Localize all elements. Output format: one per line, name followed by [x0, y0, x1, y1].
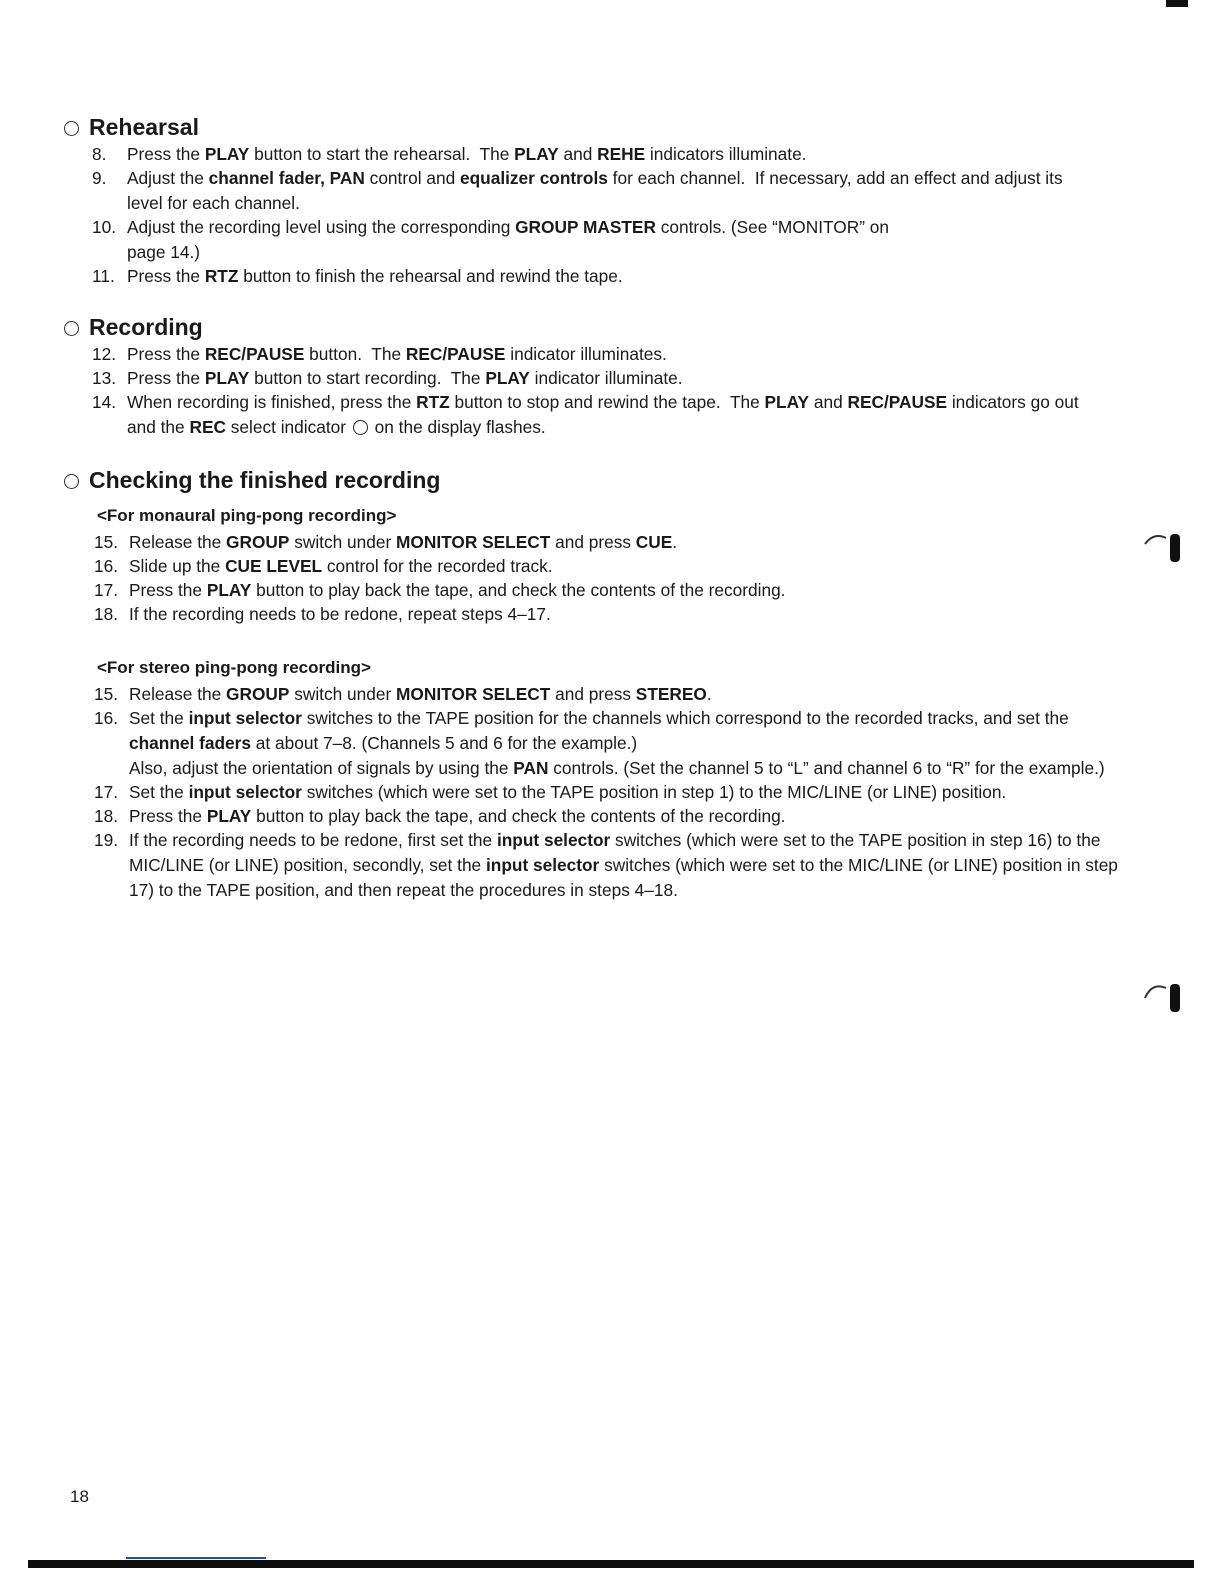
step-item [94, 554, 1094, 579]
recording-heading: Recording [64, 313, 203, 341]
circle-bullet-icon [64, 121, 79, 136]
bottom-blue-line [126, 1557, 266, 1559]
margin-mark-icon [1142, 528, 1182, 564]
rec-indicator-symbol [353, 420, 368, 435]
step-text: Adjust the recording level using the corresponding GROUP MASTER controls. (See “MONITOR” on page 14.) [127, 217, 889, 262]
step-text: If the recording needs to be redone, first set the input selector switches (which were set to the TAPE position in step 16) to the MIC/LINE (or LINE) position, secondly, set the input selector switches (which were set to the MIC/LINE (or LINE) position in step 17) to the TAPE position, and then repeat the procedures in steps 4–18. [129, 830, 1118, 900]
step-text: Set the input selector switches (which were set to the TAPE position in step 1) to the MIC/LINE (or LINE) position. [129, 782, 1007, 802]
step-number: 10. [92, 217, 117, 237]
step-number: 11. [92, 266, 115, 286]
checking-heading: Checking the finished recording [64, 466, 440, 494]
step-text: Press the REC/PAUSE button. The REC/PAUSE indicator illuminates. [127, 344, 667, 364]
step-number: 15. [94, 532, 119, 552]
step-text: If the recording needs to be redone, repeat steps 4–17. [129, 604, 551, 624]
step-item [94, 804, 1124, 829]
step-text: Press the PLAY button to start recording. The PLAY indicator illuminate. [127, 368, 683, 388]
step-number: 19. [94, 830, 119, 850]
step-text: Slide up the CUE LEVEL control for the recorded track. [129, 556, 553, 576]
margin-mark-icon [1142, 978, 1182, 1014]
step-number: 18. [94, 604, 119, 624]
step-item [92, 264, 1102, 289]
step-text: Press the PLAY button to start the rehearsal. The PLAY and REHE indicators illuminate. [127, 144, 807, 164]
rehearsal-steps [92, 142, 1102, 288]
step-item [92, 166, 1102, 216]
step-text: Release the GROUP switch under MONITOR SELECT and press CUE. [129, 532, 678, 552]
step-number: 17. [94, 580, 119, 600]
rehearsal-heading: Rehearsal [64, 113, 199, 141]
mono-subheading: <For monaural ping-pong recording> [97, 506, 397, 525]
page-number: 18 [70, 1487, 89, 1506]
step-text: Press the RTZ button to finish the rehearsal and rewind the tape. [127, 266, 623, 286]
step-number: 13. [92, 368, 117, 388]
stereo-subheading: <For stereo ping-pong recording> [97, 658, 371, 677]
step-item [94, 602, 1094, 627]
step-text: Set the input selector switches to the TAPE position for the channels which correspond to the recorded tracks, and set the channel faders at about 7–8. (Channels 5 and 6 for the example.) Also, adjust the orientation of signals by using the PAN controls. (Set the channel 5 to “L” and channel 6 to “R” for the example.) [129, 708, 1105, 778]
step-number: 15. [94, 684, 119, 704]
step-item [94, 682, 1124, 707]
step-item [94, 706, 1124, 781]
step-number: 12. [92, 344, 117, 364]
circle-bullet-icon [64, 474, 79, 489]
step-number: 14. [92, 392, 117, 412]
step-item [92, 366, 1102, 391]
stereo-steps [94, 682, 1124, 902]
step-item [92, 390, 1102, 440]
circle-bullet-icon [64, 321, 79, 336]
step-number: 8. [92, 144, 107, 164]
step-number: 16. [94, 556, 119, 576]
mono-steps [94, 530, 1094, 626]
step-text: Press the PLAY button to play back the tape, and check the contents of the recording. [129, 580, 786, 600]
step-text: Press the PLAY button to play back the tape, and check the contents of the recording. [129, 806, 786, 826]
step-item [94, 530, 1094, 555]
step-text: When recording is finished, press the RTZ button to stop and rewind the tape. The PLAY and REC/PAUSE indicators go out and the REC select indicator on the display flashes. [127, 392, 1079, 437]
step-text: Adjust the channel fader, PAN control and equalizer controls for each channel. If necessary, add an effect and adjust its level for each channel. [127, 168, 1063, 213]
step-item [94, 828, 1124, 903]
corner-mark [1166, 0, 1188, 7]
step-item [94, 780, 1124, 805]
step-item [94, 578, 1094, 603]
step-item [92, 142, 1102, 167]
recording-steps [92, 342, 1102, 439]
step-number: 9. [92, 168, 107, 188]
step-number: 18. [94, 806, 119, 826]
step-item [92, 342, 1102, 367]
bottom-rule [28, 1560, 1194, 1568]
step-number: 17. [94, 782, 119, 802]
step-item [92, 215, 1102, 265]
step-text: Release the GROUP switch under MONITOR SELECT and press STEREO. [129, 684, 712, 704]
step-number: 16. [94, 708, 119, 728]
